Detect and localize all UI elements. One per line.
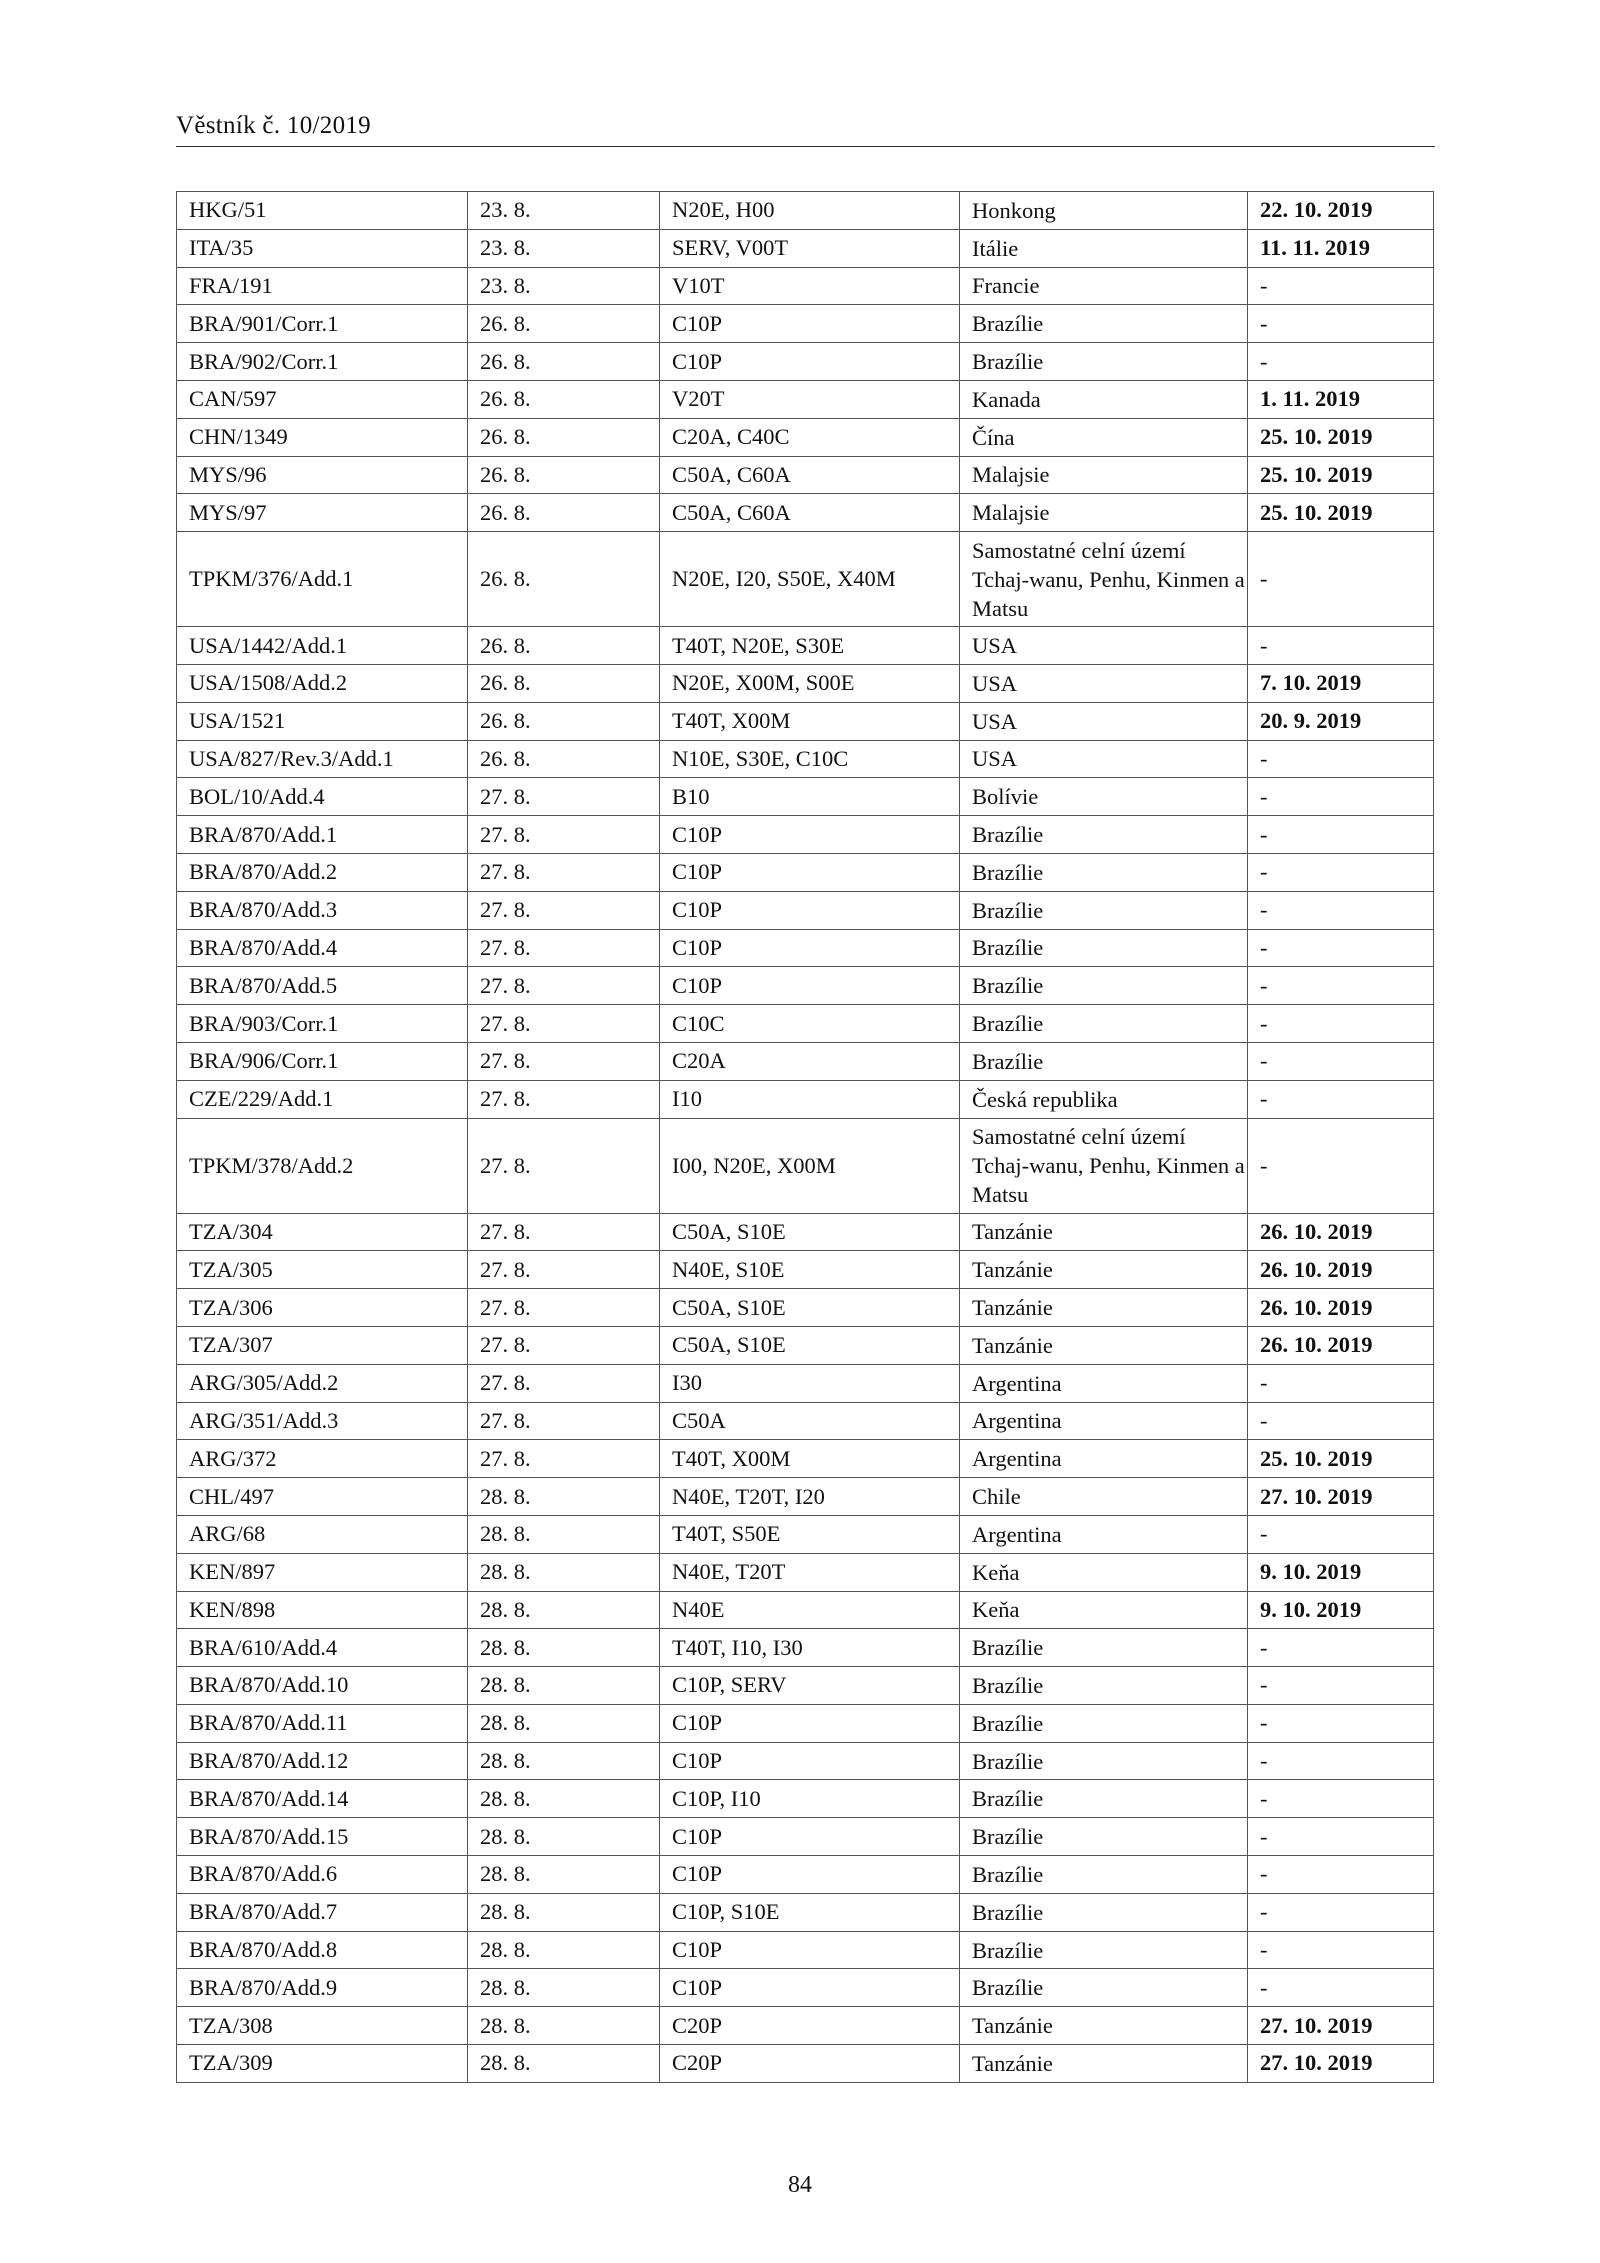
country-cell: Argentina — [960, 1402, 1248, 1440]
deadline-cell: 25. 10. 2019 — [1248, 418, 1434, 456]
table-row — [177, 494, 1434, 532]
country-cell: Brazílie — [960, 305, 1248, 343]
country-cell: Tanzánie — [960, 1213, 1248, 1251]
table-row — [177, 1289, 1434, 1327]
product-code-cell: C10C — [660, 1005, 960, 1043]
date-cell: 27. 8. — [468, 1213, 660, 1251]
table-row — [177, 267, 1434, 305]
date-cell: 26. 8. — [468, 456, 660, 494]
date-cell: 28. 8. — [468, 1856, 660, 1894]
date-cell: 27. 8. — [468, 1402, 660, 1440]
header-divider — [176, 146, 1435, 147]
date-cell: 26. 8. — [468, 740, 660, 778]
country-cell: Keňa — [960, 1553, 1248, 1591]
country-cell: USA — [960, 702, 1248, 740]
table-row — [177, 380, 1434, 418]
table-row — [177, 1931, 1434, 1969]
date-cell: 27. 8. — [468, 778, 660, 816]
deadline-cell: - — [1248, 1080, 1434, 1118]
date-cell: 27. 8. — [468, 1326, 660, 1364]
product-code-cell: C10P, I10 — [660, 1780, 960, 1818]
country-cell: USA — [960, 740, 1248, 778]
deadline-cell: - — [1248, 816, 1434, 854]
date-cell: 27. 8. — [468, 967, 660, 1005]
country-cell: Brazílie — [960, 891, 1248, 929]
product-code-cell: N40E — [660, 1591, 960, 1629]
country-cell: Samostatné celní území Tchaj-wanu, Penhu, Kinmen a Matsu — [960, 1118, 1248, 1213]
product-code-cell: N20E, I20, S50E, X40M — [660, 532, 960, 627]
deadline-cell: - — [1248, 1931, 1434, 1969]
document-symbol-cell: ARG/372 — [177, 1440, 468, 1478]
table-row — [177, 532, 1434, 627]
date-cell: 28. 8. — [468, 1478, 660, 1516]
table-row — [177, 1856, 1434, 1894]
country-cell: Brazílie — [960, 1780, 1248, 1818]
country-cell: Tanzánie — [960, 2007, 1248, 2045]
country-cell: Brazílie — [960, 1969, 1248, 2007]
table-row — [177, 967, 1434, 1005]
page-header-title: Věstník č. 10/2019 — [176, 112, 371, 139]
date-cell: 27. 8. — [468, 1005, 660, 1043]
product-code-cell: V20T — [660, 380, 960, 418]
table-row — [177, 1629, 1434, 1667]
table-row — [177, 816, 1434, 854]
document-symbol-cell: ITA/35 — [177, 229, 468, 267]
deadline-cell: - — [1248, 343, 1434, 381]
document-symbol-cell: BRA/870/Add.10 — [177, 1667, 468, 1705]
table-row — [177, 2045, 1434, 2083]
deadline-cell: 25. 10. 2019 — [1248, 494, 1434, 532]
date-cell: 26. 8. — [468, 532, 660, 627]
document-symbol-cell: BRA/870/Add.8 — [177, 1931, 468, 1969]
country-cell: Malajsie — [960, 456, 1248, 494]
document-symbol-cell: BRA/902/Corr.1 — [177, 343, 468, 381]
table-row — [177, 1969, 1434, 2007]
document-symbol-cell: USA/1508/Add.2 — [177, 664, 468, 702]
country-cell: USA — [960, 664, 1248, 702]
document-symbol-cell: TPKM/376/Add.1 — [177, 532, 468, 627]
document-symbol-cell: BRA/906/Corr.1 — [177, 1042, 468, 1080]
country-cell: Bolívie — [960, 778, 1248, 816]
product-code-cell: N40E, T20T, I20 — [660, 1478, 960, 1516]
date-cell: 28. 8. — [468, 1553, 660, 1591]
document-symbol-cell: CZE/229/Add.1 — [177, 1080, 468, 1118]
date-cell: 27. 8. — [468, 891, 660, 929]
table-row — [177, 229, 1434, 267]
deadline-cell: - — [1248, 1818, 1434, 1856]
date-cell: 27. 8. — [468, 1289, 660, 1327]
country-cell: Keňa — [960, 1591, 1248, 1629]
product-code-cell: C10P — [660, 305, 960, 343]
product-code-cell: N10E, S30E, C10C — [660, 740, 960, 778]
deadline-cell: - — [1248, 1042, 1434, 1080]
country-cell: Brazílie — [960, 1629, 1248, 1667]
country-cell: Tanzánie — [960, 2045, 1248, 2083]
product-code-cell: V10T — [660, 267, 960, 305]
deadline-cell: - — [1248, 891, 1434, 929]
date-cell: 28. 8. — [468, 1893, 660, 1931]
document-symbol-cell: CAN/597 — [177, 380, 468, 418]
date-cell: 28. 8. — [468, 1742, 660, 1780]
document-symbol-cell: BRA/870/Add.14 — [177, 1780, 468, 1818]
deadline-cell: 1. 11. 2019 — [1248, 380, 1434, 418]
document-symbol-cell: USA/827/Rev.3/Add.1 — [177, 740, 468, 778]
deadline-cell: - — [1248, 853, 1434, 891]
product-code-cell: C10P — [660, 891, 960, 929]
date-cell: 28. 8. — [468, 1515, 660, 1553]
date-cell: 28. 8. — [468, 1591, 660, 1629]
date-cell: 28. 8. — [468, 1818, 660, 1856]
deadline-cell: - — [1248, 1667, 1434, 1705]
deadline-cell: - — [1248, 929, 1434, 967]
product-code-cell: N40E, T20T — [660, 1553, 960, 1591]
document-symbol-cell: BRA/870/Add.2 — [177, 853, 468, 891]
country-cell: Kanada — [960, 380, 1248, 418]
deadline-cell: - — [1248, 305, 1434, 343]
document-symbol-cell: TPKM/378/Add.2 — [177, 1118, 468, 1213]
deadline-cell: - — [1248, 1704, 1434, 1742]
deadline-cell: - — [1248, 532, 1434, 627]
date-cell: 28. 8. — [468, 2007, 660, 2045]
deadline-cell: - — [1248, 1969, 1434, 2007]
document-symbol-cell: BRA/870/Add.5 — [177, 967, 468, 1005]
table-row — [177, 1893, 1434, 1931]
product-code-cell: C50A, S10E — [660, 1326, 960, 1364]
country-cell: Honkong — [960, 192, 1248, 230]
country-cell: Tanzánie — [960, 1326, 1248, 1364]
table-body — [177, 192, 1434, 2083]
product-code-cell: T40T, N20E, S30E — [660, 627, 960, 665]
date-cell: 26. 8. — [468, 343, 660, 381]
document-symbol-cell: ARG/68 — [177, 1515, 468, 1553]
table-row — [177, 1780, 1434, 1818]
country-cell: Tanzánie — [960, 1251, 1248, 1289]
product-code-cell: C50A, S10E — [660, 1289, 960, 1327]
product-code-cell: N20E, H00 — [660, 192, 960, 230]
deadline-cell: 11. 11. 2019 — [1248, 229, 1434, 267]
table-row — [177, 1667, 1434, 1705]
table-row — [177, 853, 1434, 891]
country-cell: Brazílie — [960, 1893, 1248, 1931]
date-cell: 27. 8. — [468, 816, 660, 854]
deadline-cell: 9. 10. 2019 — [1248, 1553, 1434, 1591]
document-symbol-cell: KEN/897 — [177, 1553, 468, 1591]
table-row — [177, 1478, 1434, 1516]
table-row — [177, 1553, 1434, 1591]
date-cell: 26. 8. — [468, 494, 660, 532]
document-symbol-cell: BRA/870/Add.1 — [177, 816, 468, 854]
table-row — [177, 1440, 1434, 1478]
table-row — [177, 929, 1434, 967]
deadline-cell: - — [1248, 1780, 1434, 1818]
table-row — [177, 1080, 1434, 1118]
date-cell: 23. 8. — [468, 192, 660, 230]
country-cell: Česká republika — [960, 1080, 1248, 1118]
country-cell: Argentina — [960, 1440, 1248, 1478]
date-cell: 28. 8. — [468, 1931, 660, 1969]
product-code-cell: C10P — [660, 1704, 960, 1742]
document-symbol-cell: BRA/610/Add.4 — [177, 1629, 468, 1667]
deadline-cell: - — [1248, 1364, 1434, 1402]
table-row — [177, 343, 1434, 381]
product-code-cell: C10P — [660, 1969, 960, 2007]
product-code-cell: C10P — [660, 1742, 960, 1780]
country-cell: Brazílie — [960, 343, 1248, 381]
date-cell: 27. 8. — [468, 929, 660, 967]
product-code-cell: C10P — [660, 343, 960, 381]
product-code-cell: C10P — [660, 816, 960, 854]
deadline-cell: - — [1248, 627, 1434, 665]
document-symbol-cell: BRA/903/Corr.1 — [177, 1005, 468, 1043]
deadline-cell: 27. 10. 2019 — [1248, 1478, 1434, 1516]
deadline-cell: - — [1248, 1893, 1434, 1931]
table-row — [177, 456, 1434, 494]
country-cell: Brazílie — [960, 1856, 1248, 1894]
table-row — [177, 1818, 1434, 1856]
document-symbol-cell: BRA/870/Add.12 — [177, 1742, 468, 1780]
table-row — [177, 1591, 1434, 1629]
date-cell: 26. 8. — [468, 664, 660, 702]
country-cell: Brazílie — [960, 1667, 1248, 1705]
document-symbol-cell: MYS/97 — [177, 494, 468, 532]
country-cell: Brazílie — [960, 816, 1248, 854]
date-cell: 23. 8. — [468, 267, 660, 305]
table-row — [177, 891, 1434, 929]
date-cell: 26. 8. — [468, 702, 660, 740]
product-code-cell: N20E, X00M, S00E — [660, 664, 960, 702]
product-code-cell: T40T, S50E — [660, 1515, 960, 1553]
country-cell: Argentina — [960, 1364, 1248, 1402]
document-symbol-cell: BRA/870/Add.7 — [177, 1893, 468, 1931]
product-code-cell: B10 — [660, 778, 960, 816]
table-row — [177, 2007, 1434, 2045]
document-symbol-cell: TZA/306 — [177, 1289, 468, 1327]
deadline-cell: 20. 9. 2019 — [1248, 702, 1434, 740]
product-code-cell: C10P — [660, 929, 960, 967]
date-cell: 27. 8. — [468, 1440, 660, 1478]
product-code-cell: I30 — [660, 1364, 960, 1402]
table-row — [177, 1213, 1434, 1251]
date-cell: 28. 8. — [468, 1629, 660, 1667]
table-row — [177, 740, 1434, 778]
deadline-cell: - — [1248, 778, 1434, 816]
document-symbol-cell: CHN/1349 — [177, 418, 468, 456]
deadline-cell: - — [1248, 1402, 1434, 1440]
product-code-cell: C10P, SERV — [660, 1667, 960, 1705]
country-cell: Tanzánie — [960, 1289, 1248, 1327]
document-symbol-cell: BRA/870/Add.3 — [177, 891, 468, 929]
document-symbol-cell: BRA/870/Add.4 — [177, 929, 468, 967]
country-cell: Brazílie — [960, 1704, 1248, 1742]
deadline-cell: - — [1248, 267, 1434, 305]
deadline-cell: - — [1248, 1742, 1434, 1780]
country-cell: Chile — [960, 1478, 1248, 1516]
deadline-cell: - — [1248, 1118, 1434, 1213]
document-symbol-cell: USA/1442/Add.1 — [177, 627, 468, 665]
document-symbol-cell: MYS/96 — [177, 456, 468, 494]
date-cell: 27. 8. — [468, 1118, 660, 1213]
product-code-cell: C20P — [660, 2007, 960, 2045]
document-symbol-cell: TZA/305 — [177, 1251, 468, 1289]
document-symbol-cell: TZA/309 — [177, 2045, 468, 2083]
product-code-cell: N40E, S10E — [660, 1251, 960, 1289]
table-row — [177, 702, 1434, 740]
date-cell: 28. 8. — [468, 1780, 660, 1818]
country-cell: Itálie — [960, 229, 1248, 267]
deadline-cell: 26. 10. 2019 — [1248, 1251, 1434, 1289]
document-symbol-cell: BRA/870/Add.9 — [177, 1969, 468, 2007]
product-code-cell: C10P — [660, 967, 960, 1005]
table-row — [177, 1742, 1434, 1780]
country-cell: Brazílie — [960, 1042, 1248, 1080]
deadline-cell: 9. 10. 2019 — [1248, 1591, 1434, 1629]
product-code-cell: C10P — [660, 1818, 960, 1856]
table-row — [177, 1515, 1434, 1553]
deadline-cell: 25. 10. 2019 — [1248, 1440, 1434, 1478]
table-row — [177, 664, 1434, 702]
date-cell: 26. 8. — [468, 380, 660, 418]
product-code-cell: C10P — [660, 1856, 960, 1894]
date-cell: 26. 8. — [468, 418, 660, 456]
document-symbol-cell: FRA/191 — [177, 267, 468, 305]
date-cell: 28. 8. — [468, 1969, 660, 2007]
date-cell: 28. 8. — [468, 1704, 660, 1742]
table-row — [177, 418, 1434, 456]
table-row — [177, 1042, 1434, 1080]
document-symbol-cell: BRA/870/Add.11 — [177, 1704, 468, 1742]
product-code-cell: T40T, I10, I30 — [660, 1629, 960, 1667]
document-symbol-cell: BRA/901/Corr.1 — [177, 305, 468, 343]
deadline-cell: 26. 10. 2019 — [1248, 1289, 1434, 1327]
product-code-cell: I00, N20E, X00M — [660, 1118, 960, 1213]
document-symbol-cell: TZA/304 — [177, 1213, 468, 1251]
table-row — [177, 192, 1434, 230]
document-symbol-cell: BRA/870/Add.6 — [177, 1856, 468, 1894]
product-code-cell: T40T, X00M — [660, 1440, 960, 1478]
country-cell: Brazílie — [960, 1931, 1248, 1969]
product-code-cell: C20A, C40C — [660, 418, 960, 456]
date-cell: 28. 8. — [468, 2045, 660, 2083]
date-cell: 27. 8. — [468, 1080, 660, 1118]
document-symbol-cell: BOL/10/Add.4 — [177, 778, 468, 816]
deadline-cell: - — [1248, 1629, 1434, 1667]
country-cell: Brazílie — [960, 1742, 1248, 1780]
table-row — [177, 627, 1434, 665]
country-cell: Čína — [960, 418, 1248, 456]
country-cell: Brazílie — [960, 853, 1248, 891]
notification-table — [176, 191, 1434, 2083]
document-symbol-cell: TZA/308 — [177, 2007, 468, 2045]
deadline-cell: 22. 10. 2019 — [1248, 192, 1434, 230]
document-symbol-cell: ARG/351/Add.3 — [177, 1402, 468, 1440]
deadline-cell: - — [1248, 1515, 1434, 1553]
deadline-cell: 27. 10. 2019 — [1248, 2045, 1434, 2083]
deadline-cell: 26. 10. 2019 — [1248, 1326, 1434, 1364]
country-cell: Argentina — [960, 1515, 1248, 1553]
deadline-cell: 27. 10. 2019 — [1248, 2007, 1434, 2045]
country-cell: Brazílie — [960, 1005, 1248, 1043]
table-row — [177, 1364, 1434, 1402]
date-cell: 23. 8. — [468, 229, 660, 267]
page-number: 84 — [788, 2172, 812, 2198]
deadline-cell: - — [1248, 1856, 1434, 1894]
deadline-cell: 7. 10. 2019 — [1248, 664, 1434, 702]
deadline-cell: - — [1248, 967, 1434, 1005]
product-code-cell: C20A — [660, 1042, 960, 1080]
document-symbol-cell: TZA/307 — [177, 1326, 468, 1364]
country-cell: Brazílie — [960, 929, 1248, 967]
product-code-cell: C10P — [660, 1931, 960, 1969]
table-row — [177, 1005, 1434, 1043]
product-code-cell: C50A, C60A — [660, 456, 960, 494]
table-row — [177, 1402, 1434, 1440]
document-symbol-cell: USA/1521 — [177, 702, 468, 740]
deadline-cell: - — [1248, 1005, 1434, 1043]
country-cell: USA — [960, 627, 1248, 665]
date-cell: 28. 8. — [468, 1667, 660, 1705]
document-symbol-cell: KEN/898 — [177, 1591, 468, 1629]
date-cell: 27. 8. — [468, 1364, 660, 1402]
document-symbol-cell: HKG/51 — [177, 192, 468, 230]
deadline-cell: - — [1248, 740, 1434, 778]
table-row — [177, 778, 1434, 816]
product-code-cell: C50A, C60A — [660, 494, 960, 532]
product-code-cell: SERV, V00T — [660, 229, 960, 267]
date-cell: 27. 8. — [468, 1251, 660, 1289]
table-row — [177, 1704, 1434, 1742]
document-symbol-cell: BRA/870/Add.15 — [177, 1818, 468, 1856]
document-symbol-cell: CHL/497 — [177, 1478, 468, 1516]
date-cell: 26. 8. — [468, 305, 660, 343]
table-row — [177, 1118, 1434, 1213]
deadline-cell: 25. 10. 2019 — [1248, 456, 1434, 494]
deadline-cell: 26. 10. 2019 — [1248, 1213, 1434, 1251]
table-row — [177, 1326, 1434, 1364]
date-cell: 26. 8. — [468, 627, 660, 665]
product-code-cell: C10P — [660, 853, 960, 891]
date-cell: 27. 8. — [468, 1042, 660, 1080]
country-cell: Malajsie — [960, 494, 1248, 532]
product-code-cell: I10 — [660, 1080, 960, 1118]
product-code-cell: C10P, S10E — [660, 1893, 960, 1931]
country-cell: Brazílie — [960, 1818, 1248, 1856]
country-cell: Samostatné celní území Tchaj-wanu, Penhu, Kinmen a Matsu — [960, 532, 1248, 627]
date-cell: 27. 8. — [468, 853, 660, 891]
table-row — [177, 305, 1434, 343]
country-cell: Brazílie — [960, 967, 1248, 1005]
product-code-cell: T40T, X00M — [660, 702, 960, 740]
table-row — [177, 1251, 1434, 1289]
document-symbol-cell: ARG/305/Add.2 — [177, 1364, 468, 1402]
product-code-cell: C20P — [660, 2045, 960, 2083]
product-code-cell: C50A, S10E — [660, 1213, 960, 1251]
product-code-cell: C50A — [660, 1402, 960, 1440]
country-cell: Francie — [960, 267, 1248, 305]
